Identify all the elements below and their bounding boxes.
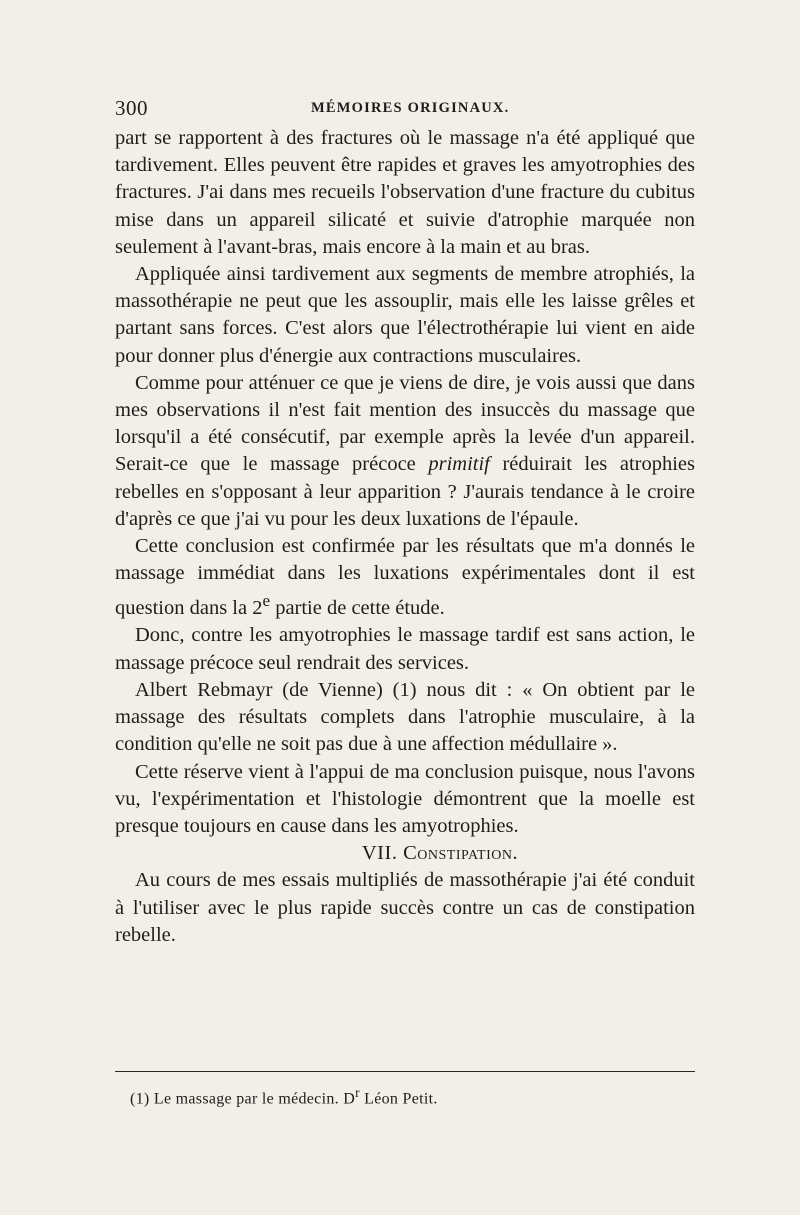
paragraph-4-text-b: partie de cette étude. <box>270 597 445 620</box>
footnote-marker: (1) <box>130 1090 150 1108</box>
paragraph-2-text: Appliquée ainsi tardivement aux segments de membre atrophiés, la massothérapie ne peut que les assouplir, mais elle les laisse grêles et partant sans forces. C'est alors que l'électrothérapie lui vient en aide pour donner plus d'énergie aux contractions musculaires. <box>115 263 695 367</box>
section-heading <box>115 840 695 867</box>
footnote-text-a: Le massage par le médecin. D <box>153 1090 356 1108</box>
footnote-superscript: r <box>355 1085 360 1100</box>
paragraph-8 <box>115 867 695 949</box>
paragraph-5 <box>115 622 695 676</box>
section-number: VII. <box>361 842 398 865</box>
paragraph-3-text-b: réduirait les atrophies rebelles en s'opposant à leur apparition ? J'aurais tendance à le croire d'après ce que j'ai vu pour les deux luxations de l'épaule. <box>115 453 695 530</box>
paragraph-7 <box>115 759 695 841</box>
paragraph-1-text: part se rapportent à des fractures où le massage n'a été appliqué que tardivement. Elles peuvent être rapides et graves les amyotrophies des fractures. J'ai dans mes recueils l'observation d'une fracture du cubitus mise dans un appareil silicaté et suivie d'atrophie marquée non seulement à l'avant-bras, mais encore à la main et au bras. <box>115 127 695 258</box>
paragraph-6 <box>115 677 695 759</box>
paragraph-5-text: Donc, contre les amyotrophies le massage tardif est sans action, le massage précoce seul rendrait des services. <box>115 624 695 674</box>
paragraph-4-superscript: e <box>262 591 271 611</box>
footnote-divider <box>115 1071 695 1072</box>
paragraph-1 <box>115 125 695 261</box>
footnote <box>130 1083 690 1109</box>
footnote-text-b: Léon Petit. <box>359 1090 438 1108</box>
body-text <box>115 125 695 949</box>
paragraph-3 <box>115 370 695 533</box>
section-title: Constipation. <box>403 842 519 865</box>
running-head: MÉMOIRES ORIGINAUX. <box>311 100 510 116</box>
paragraph-4 <box>115 533 695 622</box>
paragraph-4-text-a: Cette conclusion est confirmée par les résultats que m'a donnés le massage immédiat dans les luxations expérimentales dont il est question dans la 2 <box>115 535 695 620</box>
paragraph-6-text: Albert Rebmayr (de Vienne) (1) nous dit : « On obtient par le massage des résultats complets dans l'atrophie musculaire, à la condition qu'elle ne soit pas due à une affection médullaire ». <box>115 678 695 756</box>
paragraph-7-text: Cette réserve vient à l'appui de ma conclusion puisque, nous l'avons vu, l'expérimentation et l'histologie démontrent que la moelle est presque toujours en cause dans les amyotrophies. <box>115 760 695 837</box>
paragraph-3-text-a: Comme pour atténuer ce que je viens de dire, je vois aussi que dans mes observations il n'est fait mention des insuccès du massage que lorsqu'il a été consécutif, par exemple après la levée d'un appareil. Serait-ce que le massage précoce <box>115 371 695 476</box>
page-header <box>115 96 695 124</box>
paragraph-8-text: Au cours de mes essais multipliés de massothérapie j'ai été conduit à l'utiliser avec le plus rapide succès contre un cas de constipation rebelle. <box>115 869 695 946</box>
paragraph-3-italic: primitif <box>428 453 490 476</box>
paragraph-2 <box>115 261 695 370</box>
page-number: 300 <box>115 96 148 120</box>
